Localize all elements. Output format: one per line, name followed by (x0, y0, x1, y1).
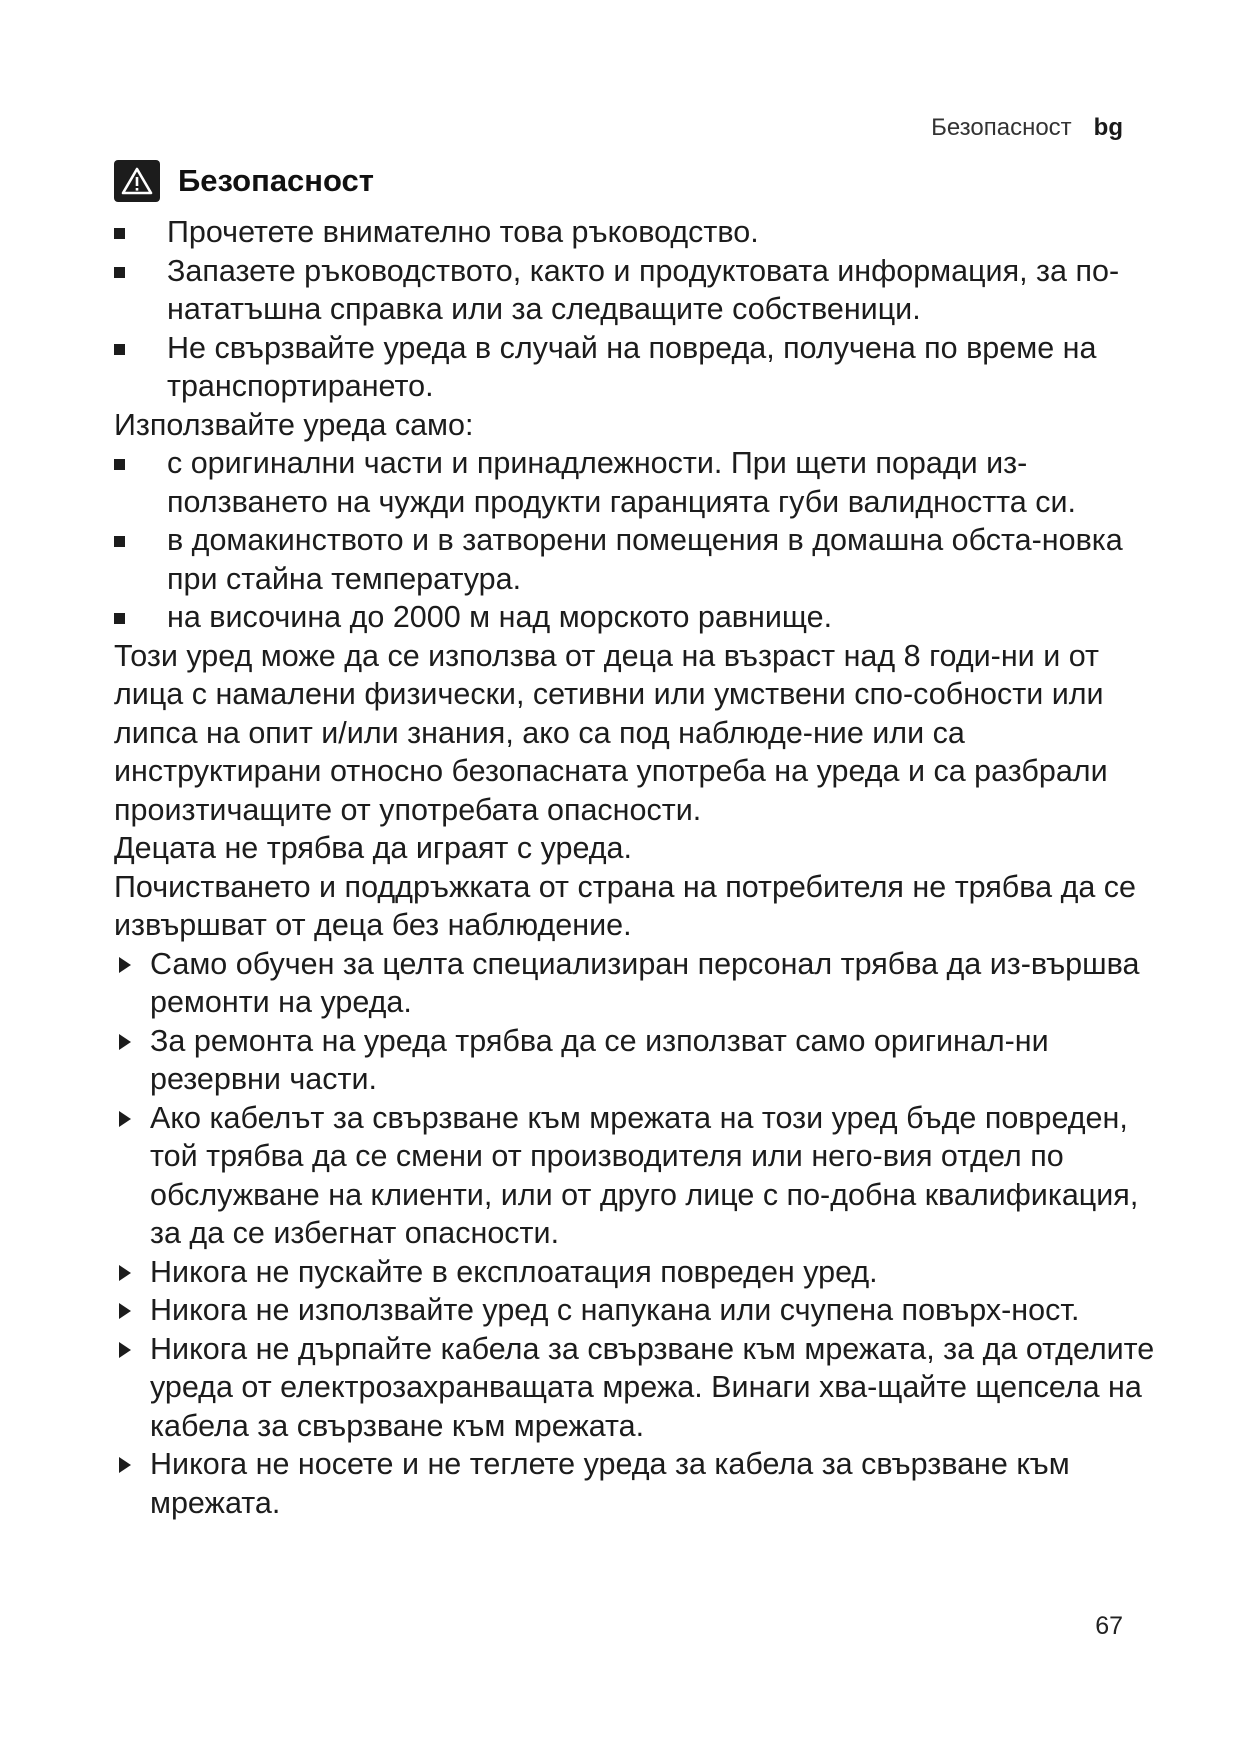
page-number: 67 (1095, 1612, 1123, 1640)
intro-list (114, 213, 1164, 406)
section-heading (114, 160, 374, 202)
arrow-bullet-icon (119, 1265, 131, 1281)
square-bullet-icon (114, 228, 125, 239)
safety-content (114, 213, 1164, 1522)
list-item: Прочетете внимателно това ръководство. (114, 213, 1164, 252)
instruction-item: Никога не носете и не теглете уреда за кабела за свързване към мрежата. (114, 1445, 1164, 1522)
square-bullet-icon (114, 344, 125, 355)
header-section: Безопасност (931, 114, 1072, 141)
arrow-bullet-icon (119, 1457, 131, 1473)
square-bullet-icon (114, 613, 125, 624)
instruction-item: Ако кабелът за свързване към мрежата на този уред бъде повреден, той трябва да се смени от производителя или него-вия отдел по обслужване на клиенти, или от друго лице с по-добна квалификация, за да се избегнат опасности. (114, 1099, 1164, 1253)
instruction-item: Никога не използвайте уред с напукана или счупена повърх-ност. (114, 1291, 1164, 1330)
arrow-bullet-icon (119, 1303, 131, 1319)
list-item: на височина до 2000 м над морското равнище. (114, 598, 1164, 637)
warning-triangle-icon (114, 160, 160, 202)
children-play-paragraph: Децата не трябва да играят с уреда. (114, 831, 632, 865)
instruction-list (114, 945, 1164, 1523)
arrow-bullet-icon (119, 957, 131, 973)
children-paragraph: Този уред може да се използва от деца на възраст над 8 годи-ни и от лица с намалени физически, сетивни или умствени спо-собности или липса на опит и/или знания, ако са под наблюде-ние или са инструктирани относно безопасната употреба на уреда и са разбрали произтичащите от употребата опасности. (114, 638, 1108, 827)
square-bullet-icon (114, 536, 125, 547)
section-title: Безопасност (178, 163, 374, 198)
arrow-bullet-icon (119, 1342, 131, 1358)
instruction-item: Само обучен за целта специализиран персонал трябва да из-вършва ремонти на уреда. (114, 945, 1164, 1022)
arrow-bullet-icon (119, 1034, 131, 1050)
list-item: Не свързвайте уреда в случай на повреда, получена по време на транспортирането. (114, 329, 1164, 406)
instruction-item: Никога не дърпайте кабела за свързване към мрежата, за да отделите уреда от електрозахранващата мрежа. Винаги хва-щайте щепсела на кабела за свързване към мрежата. (114, 1330, 1164, 1446)
arrow-bullet-icon (119, 1111, 131, 1127)
list-item: с оригинални части и принадлежности. При щети поради из-ползването на чужди продукти гаранцията губи валидността си. (114, 444, 1164, 521)
square-bullet-icon (114, 267, 125, 278)
use-only-label: Използвайте уреда само: (114, 407, 474, 442)
header-language: bg (1093, 114, 1123, 141)
list-item: Запазете ръководството, както и продуктовата информация, за по-нататъшна справка или за следващите собственици. (114, 252, 1164, 329)
usage-list (114, 444, 1164, 637)
instruction-item: Никога не пускайте в експлоатация повреден уред. (114, 1253, 1164, 1292)
running-header (931, 114, 1123, 142)
instruction-item: За ремонта на уреда трябва да се използват само оригинал-ни резервни части. (114, 1022, 1164, 1099)
list-item: в домакинството и в затворени помещения в домашна обста-новка при стайна температура. (114, 521, 1164, 598)
cleaning-paragraph: Почистването и поддръжката от страна на потребителя не трябва да се извършват от деца без наблюдение. (114, 869, 1137, 942)
square-bullet-icon (114, 459, 125, 470)
